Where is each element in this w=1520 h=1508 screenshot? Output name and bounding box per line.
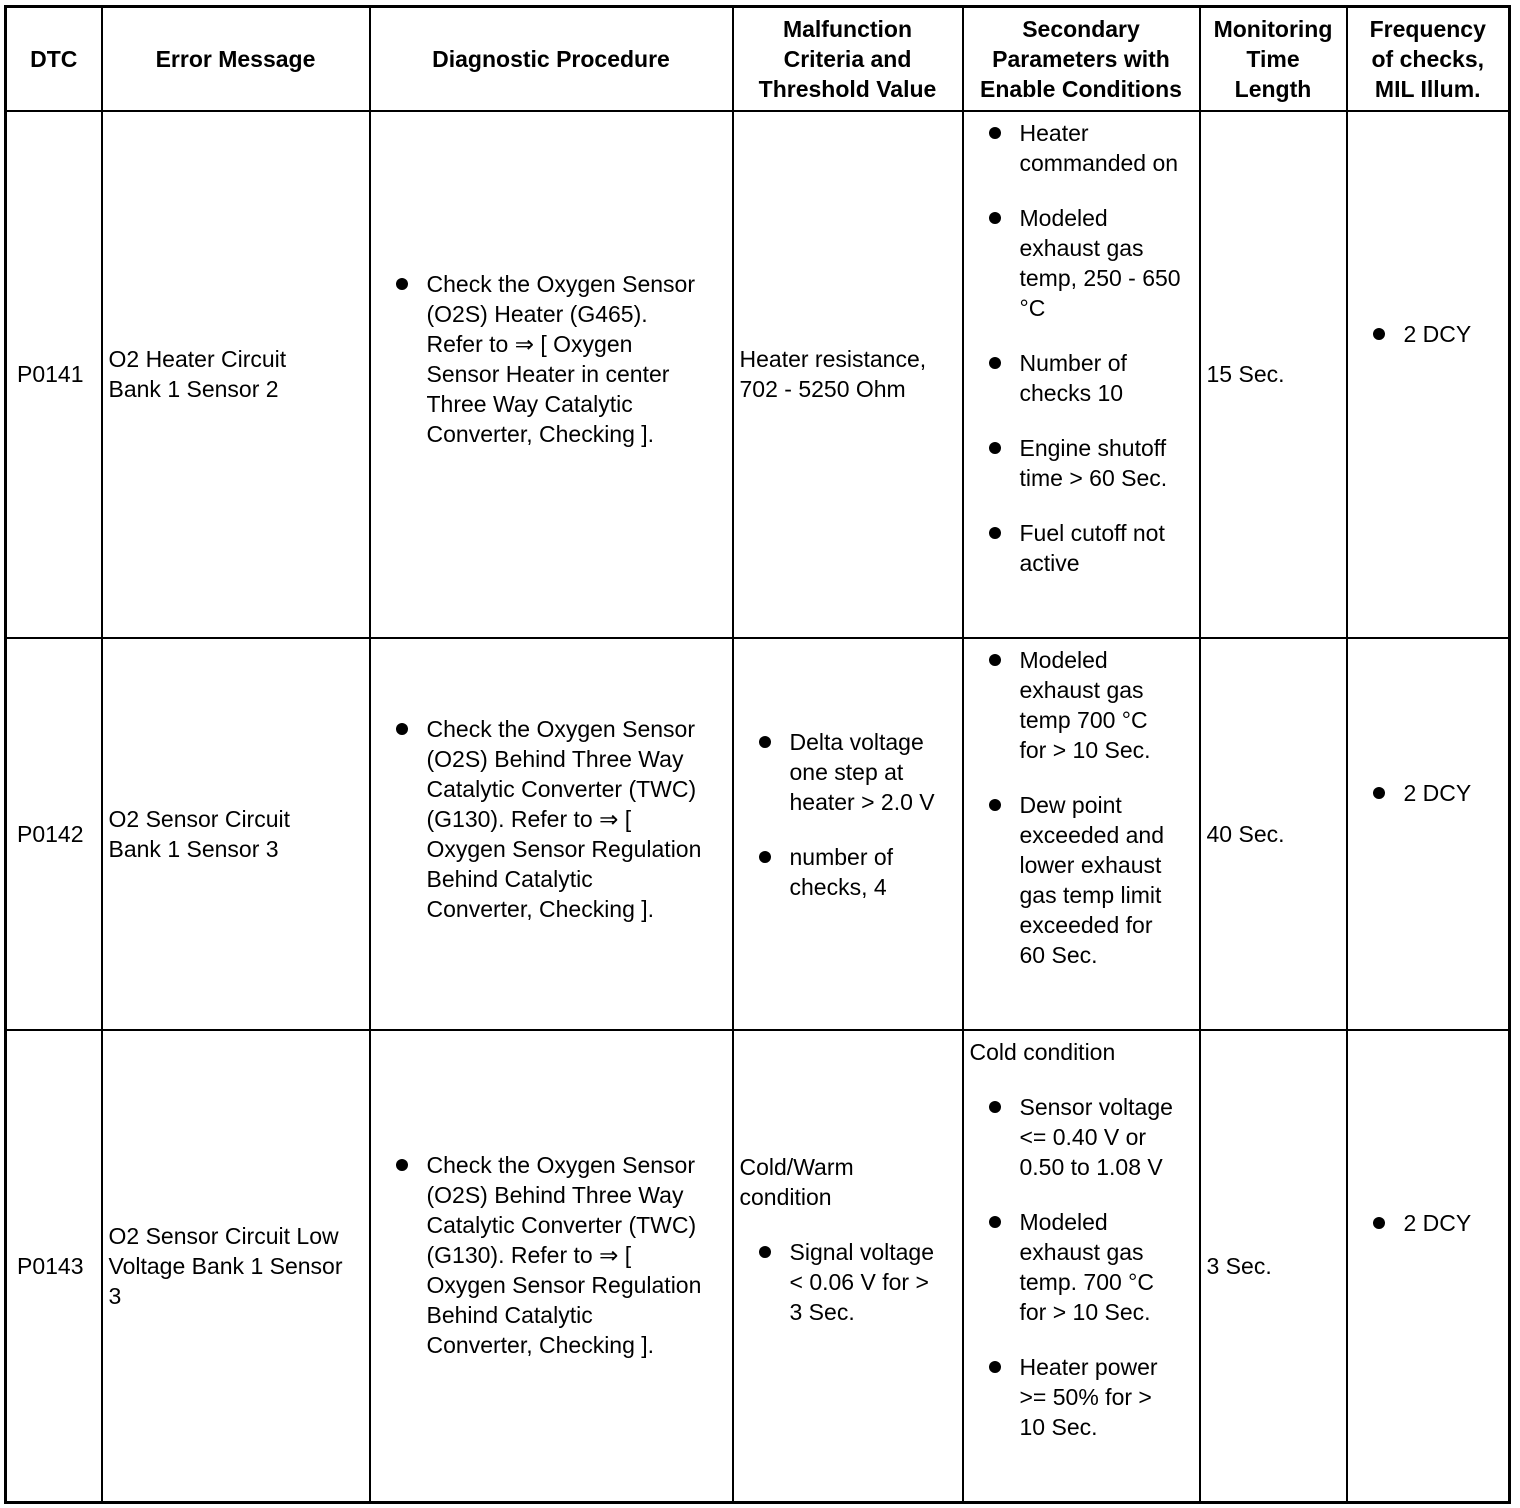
malfunction-criteria [733, 1030, 963, 1503]
secondary-item: Dew point exceeded and lower exhaust gas temp limit exceeded for 60 Sec. [1020, 790, 1193, 970]
table-row [6, 111, 1510, 638]
dtc-code: P0143 [6, 1030, 102, 1503]
secondary-item: Modeled exhaust gas temp 700 °C for > 10 Sec. [1020, 645, 1193, 765]
error-message: O2 Sensor Circuit Bank 1 Sensor 3 [102, 638, 370, 1030]
frequency-item: 2 DCY [1404, 778, 1503, 808]
secondary-item: Modeled exhaust gas temp. 700 °C for > 10 Sec. [1020, 1207, 1193, 1327]
header-secondary-parameters: Secondary Parameters with Enable Conditions [963, 7, 1200, 111]
header-diagnostic-procedure: Diagnostic Procedure [370, 7, 733, 111]
criteria-item: Signal voltage < 0.06 V for > 3 Sec. [790, 1237, 956, 1327]
frequency [1347, 1030, 1510, 1503]
malfunction-criteria [733, 638, 963, 1030]
procedure-item: Check the Oxygen Sensor (O2S) Behind Three Way Catalytic Converter (TWC) (G130). Refer to ⇒ [ Oxygen Sensor Regulation Behind Catalytic Converter, Checking ]. [427, 1150, 726, 1360]
monitoring-time: 3 Sec. [1200, 1030, 1347, 1503]
dtc-code: P0141 [6, 111, 102, 638]
criteria-intro: Cold/Warm condition [739, 1154, 854, 1211]
frequency-item: 2 DCY [1404, 319, 1503, 349]
dtc-table [4, 5, 1511, 1504]
error-message: O2 Heater Circuit Bank 1 Sensor 2 [102, 111, 370, 638]
criteria-item: Delta voltage one step at heater > 2.0 V [790, 727, 956, 817]
header-monitoring-time: Monitoring Time Length [1200, 7, 1347, 111]
dtc-code: P0142 [6, 638, 102, 1030]
secondary-item: Fuel cutoff not active [1020, 518, 1193, 578]
frequency [1347, 111, 1510, 638]
header-malfunction-criteria: Malfunction Criteria and Threshold Value [733, 7, 963, 111]
secondary-parameters [963, 111, 1200, 638]
malfunction-criteria: Heater resistance, 702 - 5250 Ohm [733, 111, 963, 638]
procedure-item: Check the Oxygen Sensor (O2S) Heater (G465). Refer to ⇒ [ Oxygen Sensor Heater in center Three Way Catalytic Converter, Checking ]. [427, 269, 726, 449]
secondary-intro: Cold condition [969, 1038, 1116, 1065]
header-error-message: Error Message [102, 7, 370, 111]
frequency [1347, 638, 1510, 1030]
header-row [6, 7, 1510, 111]
error-message: O2 Sensor Circuit Low Voltage Bank 1 Sensor 3 [102, 1030, 370, 1503]
monitoring-time: 40 Sec. [1200, 638, 1347, 1030]
diagnostic-procedure [370, 1030, 733, 1503]
secondary-item: Sensor voltage <= 0.40 V or 0.50 to 1.08 V [1020, 1092, 1193, 1182]
secondary-item: Heater commanded on [1020, 118, 1193, 178]
procedure-item: Check the Oxygen Sensor (O2S) Behind Three Way Catalytic Converter (TWC) (G130). Refer to ⇒ [ Oxygen Sensor Regulation Behind Catalytic Converter, Checking ]. [427, 714, 726, 924]
secondary-parameters [963, 1030, 1200, 1503]
secondary-item: Heater power >= 50% for > 10 Sec. [1020, 1352, 1193, 1442]
criteria-item: number of checks, 4 [790, 842, 956, 902]
frequency-item: 2 DCY [1404, 1208, 1503, 1238]
secondary-item: Number of checks 10 [1020, 348, 1193, 408]
secondary-parameters [963, 638, 1200, 1030]
header-dtc: DTC [6, 7, 102, 111]
header-frequency: Frequency of checks, MIL Illum. [1347, 7, 1510, 111]
monitoring-time: 15 Sec. [1200, 111, 1347, 638]
secondary-item: Modeled exhaust gas temp, 250 - 650 °C [1020, 203, 1193, 323]
table-row [6, 1030, 1510, 1503]
table-row [6, 638, 1510, 1030]
diagnostic-procedure [370, 638, 733, 1030]
secondary-item: Engine shutoff time > 60 Sec. [1020, 433, 1193, 493]
diagnostic-procedure [370, 111, 733, 638]
